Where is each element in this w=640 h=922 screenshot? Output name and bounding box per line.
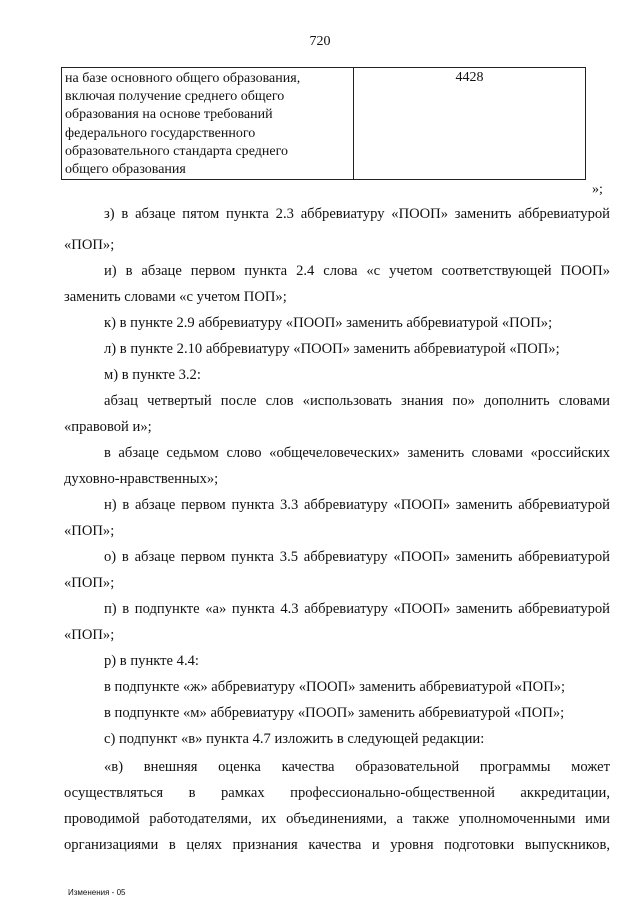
quote-paragraph-line: организациями в целях признания качества и уровня подготовки выпускников, (64, 837, 610, 853)
footer-note: Изменения - 05 (68, 888, 126, 897)
paragraph-z: з) в абзаце пятом пункта 2.3 аббревиатуру «ПООП» заменить аббревиатурой (104, 206, 610, 222)
closing-quote: »; (592, 182, 603, 197)
paragraph-p: п) в подпункте «а» пункта 4.3 аббревиатуру «ПООП» заменить аббревиатурой (104, 601, 610, 617)
paragraph-o: о) в абзаце первом пункта 3.5 аббревиатуру «ПООП» заменить аббревиатурой (104, 549, 610, 565)
table-line: образовательного стандарта среднего (65, 143, 288, 159)
paragraph-z-cont: «ПОП»; (64, 237, 115, 253)
table-line: на базе основного общего образования, (65, 71, 301, 86)
page-number: 720 (309, 34, 331, 49)
paragraph-m-7-cont: духовно-нравственных»; (64, 471, 219, 487)
paragraph-l: л) в пункте 2.10 аббревиатуру «ПООП» заменить аббревиатурой «ПОП»; (104, 341, 560, 357)
table-line: образования на основе требований (65, 107, 273, 123)
paragraph-s: с) подпункт «в» пункта 4.7 изложить в следующей редакции: (104, 731, 485, 747)
table-cell-description (62, 68, 354, 179)
paragraph-m-7: в абзаце седьмом слово «общечеловеческих» заменить словами «российских (104, 445, 610, 461)
paragraph-o-cont: «ПОП»; (64, 575, 115, 591)
education-table (61, 67, 586, 180)
paragraph-i-cont: заменить словами «с учетом ПОП»; (64, 289, 287, 305)
paragraph-m-4-cont: «правовой и»; (64, 419, 152, 435)
table-line: общего образования (65, 162, 186, 178)
paragraph-i: и) в абзаце первом пункта 2.4 слова «с учетом соответствующей ПООП» (104, 263, 610, 279)
paragraph-r: р) в пункте 4.4: (104, 653, 199, 669)
quote-paragraph-line: осуществляться в рамках профессионально-общественной аккредитации, (64, 785, 610, 801)
paragraph-r-1: в подпункте «ж» аббревиатуру «ПООП» заменить аббревиатурой «ПОП»; (104, 679, 566, 695)
paragraph-p-cont: «ПОП»; (64, 627, 115, 643)
paragraph-m-4: абзац четвертый после слов «использовать знания по» дополнить словами (104, 393, 610, 409)
table-cell-value: 4428 (455, 70, 484, 85)
paragraph-n-cont: «ПОП»; (64, 523, 115, 539)
paragraph-k: к) в пункте 2.9 аббревиатуру «ПООП» заменить аббревиатурой «ПОП»; (104, 315, 553, 331)
quote-paragraph-line: «в) внешняя оценка качества образовательной программы может (104, 759, 610, 775)
paragraph-m: м) в пункте 3.2: (104, 367, 201, 383)
table-line: федерального государственного (65, 125, 256, 141)
paragraph-n: н) в абзаце первом пункта 3.3 аббревиатуру «ПООП» заменить аббревиатурой (104, 497, 610, 513)
table-line: включая получение среднего общего (65, 89, 285, 105)
quote-paragraph-line: проводимой работодателями, их объединениями, а также уполномоченными ими (64, 811, 610, 827)
paragraph-r-2: в подпункте «м» аббревиатуру «ПООП» заменить аббревиатурой «ПОП»; (104, 705, 565, 721)
